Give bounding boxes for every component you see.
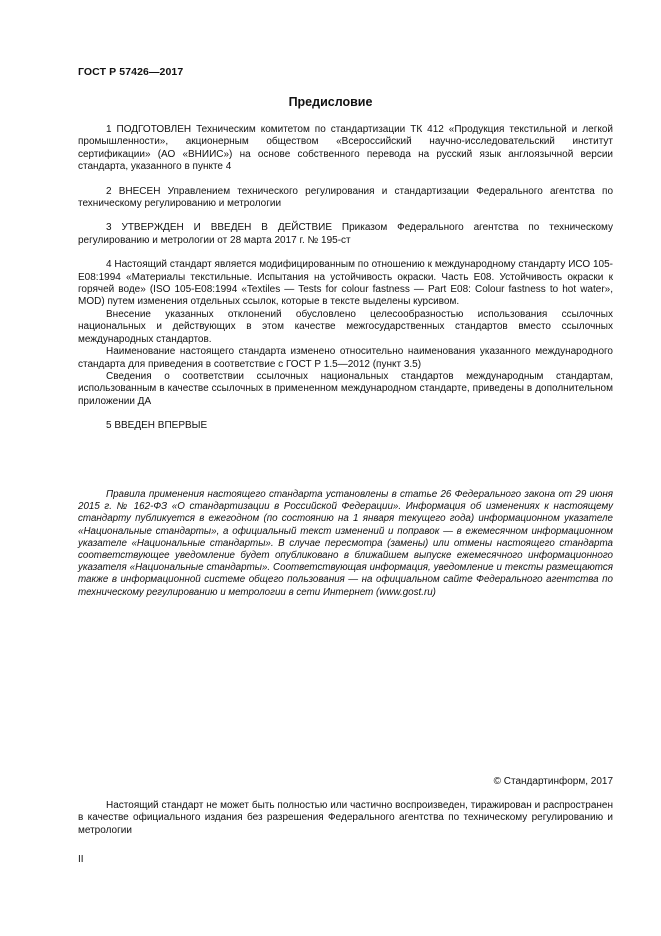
paragraph-4-name-change: Наименование настоящего стандарта изменено относительно наименования указанного международного стандарта для приведения в соответствие с ГОСТ Р 1.5—2012 (пункт 3.5)	[78, 346, 613, 370]
paragraph-4-references: Сведения о соответствии ссылочных национальных стандартов международным стандартам, использованным в качестве ссылочных в примененном международном стандарте, приведены в дополнительном приложении ДА	[78, 370, 613, 407]
paragraph-4: 4 Настоящий стандарт является модифицированным по отношению к международному стандарту ИСО 105-E08:1994 «Материалы текстильные. Испытания на устойчивость окраски. Часть E08. Устойчивость окраски к горячей воде» (ISO 105-E08:1994 «Textiles — Tests for colour fastness — Part E08: Colour fastness to hot water», MOD) путем изменения отдельных ссылок, которые в тексте выделены курсивом.	[78, 259, 613, 308]
paragraph-1: 1 ПОДГОТОВЛЕН Техническим комитетом по стандартизации ТК 412 «Продукция текстильной и легкой промышленности», акционерным обществом «Всероссийский научно-исследовательский институт сертификации» (АО «ВНИИС») на основе собственного перевода на русский язык англоязычной версии стандарта, указанного в пункте 4	[78, 124, 613, 173]
foreword-body	[78, 124, 613, 433]
paragraph-5: 5 ВВЕДЕН ВПЕРВЫЕ	[106, 420, 208, 432]
footer-text: Настоящий стандарт не может быть полностью или частично воспроизведен, тиражирован и распространен в качестве официального издания без разрешения Федерального агентства по техническому регулированию и метрологии	[78, 800, 613, 836]
document-id: ГОСТ Р 57426—2017	[78, 66, 184, 78]
copyright-line: © Стандартинформ, 2017	[493, 776, 613, 787]
notice-text: Правила применения настоящего стандарта установлены в статье 26 Федерального закона от 29 июня 2015 г. № 162-ФЗ «О стандартизации в Российской Федерации». Информация об изменениях к настоящему стандарту публикуется в ежегодном (по состоянию на 1 января текущего года) информационном указателе «Национальные стандарты», а официальный текст изменений и поправок — в ежемесячном информационном указателе «Национальные стандарты». В случае пересмотра (замены) или отмены настоящего стандарта соответствующее уведомление будет опубликовано в ближайшем выпуске ежемесячного информационного указателя «Национальные стандарты». Соответствующая информация, уведомление и тексты размещаются также в информационной системе общего пользования — на официальном сайте Федерального агентства по техническому регулированию и метрологии в сети Интернет (www.gost.ru)	[78, 489, 613, 598]
application-rules-notice	[78, 489, 613, 599]
reproduction-notice	[78, 800, 613, 837]
paragraph-4-deviations: Внесение указанных отклонений обусловлено целесообразностью использования ссылочных национальных и действующих в этом качестве межгосударственных стандартов вместо ссылочных международных стандартов.	[78, 308, 613, 345]
page-title: Предисловие	[288, 95, 373, 109]
paragraph-2: 2 ВНЕСЕН Управлением технического регулирования и стандартизации Федерального агентства по техническому регулированию и метрологии	[78, 185, 613, 210]
paragraph-3: 3 УТВЕРЖДЕН И ВВЕДЕН В ДЕЙСТВИЕ Приказом Федерального агентства по техническому регулированию и метрологии от 28 марта 2017 г. № 195-ст	[78, 222, 613, 246]
page-number: II	[78, 854, 84, 865]
